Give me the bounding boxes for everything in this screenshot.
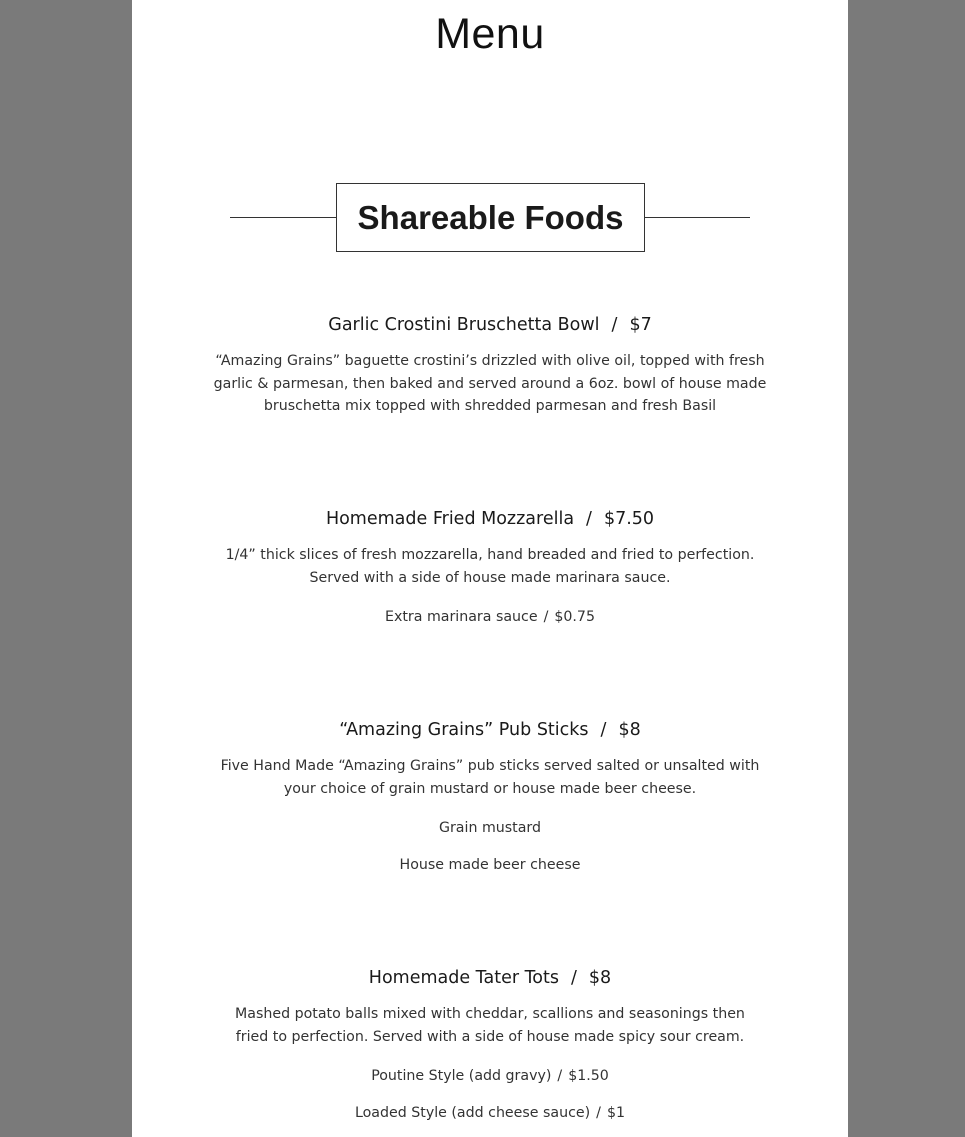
page-title: Menu <box>435 10 545 58</box>
menu-item-option <box>132 1103 848 1123</box>
menu-item-description: Mashed potato balls mixed with cheddar, scallions and seasonings then fried to perfection. Served with a side of house made spicy sour cream. <box>235 1006 745 1045</box>
menu-item-header <box>132 966 848 990</box>
section-header <box>336 183 645 252</box>
option-label: Extra marinara sauce <box>385 609 538 626</box>
menu-item-price: $7 <box>629 315 652 335</box>
option-price: $0.75 <box>554 609 595 626</box>
menu-item-option <box>132 818 848 838</box>
menu-item <box>132 966 848 1123</box>
menu-item <box>132 718 848 875</box>
option-label: Poutine Style (add gravy) <box>371 1068 552 1085</box>
menu-item-name: Garlic Crostini Bruschetta Bowl <box>328 315 600 335</box>
section-divider-left <box>230 217 336 218</box>
menu-item-option <box>132 855 848 875</box>
menu-item-description: Five Hand Made “Amazing Grains” pub sticks served salted or unsalted with your choice of grain mustard or house made beer cheese. <box>220 758 760 797</box>
menu-item-header <box>132 718 848 742</box>
option-separator: / <box>557 1068 563 1085</box>
menu-item-header <box>132 313 848 337</box>
menu-item-option <box>132 1066 848 1086</box>
menu-item-description: 1/4” thick slices of fresh mozzarella, hand breaded and fried to perfection. Served with a side of house made marinara sauce. <box>225 547 755 586</box>
option-label: House made beer cheese <box>399 857 581 874</box>
price-separator: / <box>611 315 618 335</box>
menu-item-description: “Amazing Grains” baguette crostini’s drizzled with olive oil, topped with fresh garlic & parmesan, then baked and served around a 6oz. bowl of house made bruschetta mix topped with shredded parmesan and fresh Basil <box>213 353 767 415</box>
price-separator: / <box>571 968 577 988</box>
menu-item-price: $7.50 <box>603 509 655 529</box>
menu-item-name: Homemade Fried Mozzarella <box>325 509 575 529</box>
menu-item-name: “Amazing Grains” Pub Sticks <box>339 720 589 740</box>
section-divider-right <box>644 217 750 218</box>
option-separator: / <box>543 609 549 626</box>
menu-page <box>132 0 848 1137</box>
option-price: $1 <box>606 1105 626 1122</box>
price-separator: / <box>600 720 607 740</box>
section-title: Shareable Foods <box>357 198 624 236</box>
menu-item <box>132 313 848 418</box>
menu-item-header <box>132 507 848 531</box>
price-separator: / <box>586 509 592 529</box>
option-price: $1.50 <box>568 1068 609 1085</box>
menu-item-option <box>132 607 848 627</box>
menu-item-price: $8 <box>618 720 641 740</box>
option-label: Grain mustard <box>438 820 541 837</box>
menu-item <box>132 507 848 627</box>
menu-item-name: Homemade Tater Tots <box>368 968 559 988</box>
menu-item-price: $8 <box>588 968 612 988</box>
option-separator: / <box>596 1105 601 1122</box>
option-label: Loaded Style (add cheese sauce) <box>354 1105 591 1122</box>
